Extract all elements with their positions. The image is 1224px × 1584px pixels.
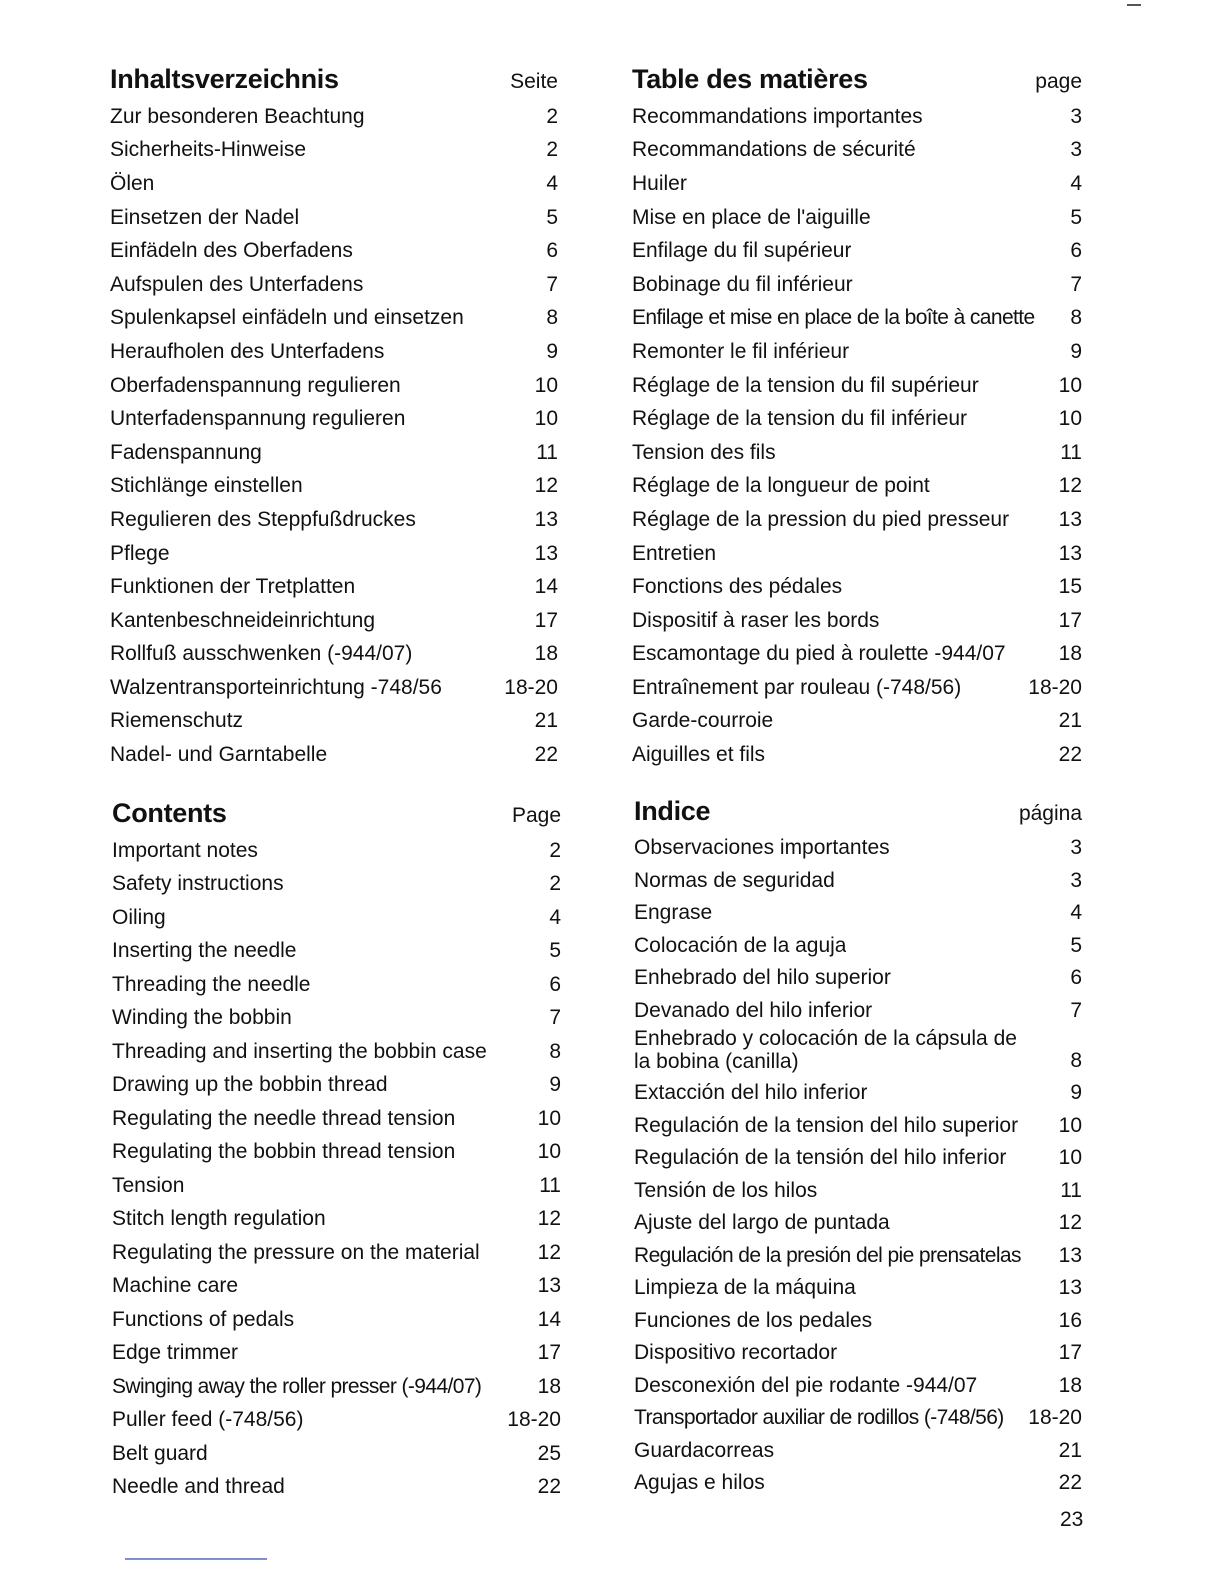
toc-spanish (634, 796, 1082, 1500)
toc-entry-label: Colocación de la aguja (634, 933, 847, 957)
toc-entry-page: 12 (534, 474, 558, 498)
toc-entry-page: 3 (1070, 104, 1082, 128)
toc-entry-label: Unterfadenspannung regulieren (110, 407, 406, 431)
toc-entry-page: 4 (549, 905, 561, 929)
toc-entry-label: Engrase (634, 901, 713, 925)
toc-entry-label: Regulación de la tension del hilo superior (634, 1113, 1019, 1137)
toc-entry (112, 1069, 561, 1103)
toc-entry (634, 1077, 1082, 1110)
toc-entry-page: 11 (539, 1173, 561, 1197)
toc-entry-page: 18 (1058, 642, 1082, 666)
toc-entry (634, 1175, 1082, 1208)
toc-entry (634, 1435, 1082, 1468)
toc-entry-page: 10 (1058, 1146, 1082, 1170)
toc-entry (110, 134, 558, 168)
toc-entry-page: 9 (549, 1073, 561, 1097)
toc-entry-page: 17 (1058, 1341, 1082, 1365)
toc-entry-page: 8 (1070, 1049, 1082, 1072)
toc-entry-label: Stitch length regulation (112, 1207, 326, 1231)
toc-entry-label: Puller feed (-748/56) (112, 1408, 304, 1432)
toc-entry-page: 12 (537, 1240, 561, 1264)
toc-title: Inhaltsverzeichnis (110, 64, 339, 94)
toc-entry-page: 12 (1058, 1211, 1082, 1235)
toc-entry-label: Regulating the pressure on the material (112, 1240, 480, 1264)
toc-entry-label: Spulenkapsel einfädeln und einsetzen (110, 306, 464, 330)
toc-entry-label: Oberfadenspannung regulieren (110, 373, 401, 397)
toc-entry (634, 1207, 1082, 1240)
toc-entry (110, 537, 558, 571)
toc-entry-page: 13 (1058, 507, 1082, 531)
toc-entry (112, 1370, 561, 1404)
toc-entry-label: Réglage de la tension du fil supérieur (632, 373, 979, 397)
toc-entry-page: 6 (546, 239, 558, 263)
toc-entry-page: 4 (1070, 901, 1082, 925)
toc-entry (634, 1272, 1082, 1305)
toc-entry (110, 638, 558, 672)
toc-entry-label: Recommandations importantes (632, 104, 923, 128)
toc-entry-page: 10 (534, 407, 558, 431)
toc-entry (112, 1270, 561, 1304)
toc-entry-label: Transportador auxiliar de rodillos (-748/56) (634, 1406, 1004, 1430)
toc-entry-page: 21 (534, 709, 558, 733)
toc-entry (632, 402, 1082, 436)
toc-entry (110, 335, 558, 369)
toc-entry-page: 10 (537, 1106, 561, 1130)
toc-entry (634, 962, 1082, 995)
toc-entry (112, 1437, 561, 1471)
toc-entry-page: 7 (1070, 998, 1082, 1022)
toc-entry (634, 1467, 1082, 1500)
toc-entry-page: 18 (534, 642, 558, 666)
toc-entry-label: Nadel- und Garntabelle (110, 743, 328, 767)
toc-entry-page: 8 (1070, 306, 1082, 330)
toc-entry-page: 8 (546, 306, 558, 330)
toc-entry (632, 671, 1082, 705)
toc-entry (632, 436, 1082, 470)
toc-entry-label: Enhebrado y colocación de la cápsula de la bobina (canilla) (634, 1027, 1017, 1073)
toc-entry-label: Entraînement par rouleau (-748/56) (632, 675, 962, 699)
toc-entry (110, 671, 558, 705)
toc-entry (634, 1337, 1082, 1370)
toc-title: Contents (112, 798, 227, 828)
toc-title: Indice (634, 796, 711, 826)
toc-entry (634, 1110, 1082, 1143)
toc-entry-label: Kantenbeschneideinrichtung (110, 608, 376, 632)
toc-entry-label: Heraufholen des Unterfadens (110, 339, 385, 363)
toc-entry-label: Aiguilles et fils (632, 743, 766, 767)
toc-entry-page: 18-20 (507, 1408, 561, 1432)
toc-entry (632, 167, 1082, 201)
toc-entry-page: 3 (1070, 836, 1082, 860)
toc-entry-page: 9 (1070, 1081, 1082, 1105)
toc-entry-label: Ajuste del largo de puntada (634, 1211, 890, 1235)
toc-header (634, 796, 1082, 832)
toc-entry-label: Guardacorreas (634, 1438, 775, 1462)
toc-entry-page: 4 (1070, 171, 1082, 195)
toc-entry (110, 302, 558, 336)
toc-entry (634, 995, 1082, 1028)
toc-entry (112, 1303, 561, 1337)
toc-entry (634, 832, 1082, 865)
toc-entry (632, 470, 1082, 504)
toc-entry-label: Aufspulen des Unterfadens (110, 272, 364, 296)
toc-entry (634, 865, 1082, 898)
toc-entry (112, 1471, 561, 1505)
toc-entry-label: Important notes (112, 838, 258, 862)
toc-entry-page: 9 (546, 339, 558, 363)
toc-entry-page: 17 (534, 608, 558, 632)
toc-entry-label: Tensión de los hilos (634, 1178, 818, 1202)
toc-entry (632, 369, 1082, 403)
toc-entry (632, 268, 1082, 302)
toc-entry (634, 1027, 1082, 1077)
toc-entry-page: 8 (549, 1039, 561, 1063)
toc-entry (634, 1370, 1082, 1403)
page-number: 23 (1060, 1508, 1084, 1531)
toc-entry-page: 3 (1070, 868, 1082, 892)
toc-entry-label: Ölen (110, 171, 155, 195)
toc-entry-label: Belt guard (112, 1441, 208, 1465)
toc-entry-label: Machine care (112, 1274, 239, 1298)
toc-entry (632, 201, 1082, 235)
toc-entry-page: 16 (1058, 1308, 1082, 1332)
toc-entry-page: 3 (1070, 138, 1082, 162)
toc-entry (112, 935, 561, 969)
toc-page-column-label: page (1035, 70, 1082, 93)
toc-entry (632, 100, 1082, 134)
toc-header (110, 64, 558, 100)
toc-entry-label: Mise en place de l'aiguille (632, 205, 871, 229)
toc-entry-page: 22 (534, 743, 558, 767)
toc-entry-page: 22 (537, 1475, 561, 1499)
toc-entry-page: 2 (549, 838, 561, 862)
toc-entry (110, 570, 558, 604)
toc-entry-label: Recommandations de sécurité (632, 138, 916, 162)
toc-entry (632, 638, 1082, 672)
toc-entry (110, 402, 558, 436)
toc-entry-page: 5 (546, 205, 558, 229)
toc-entry-page: 7 (549, 1006, 561, 1030)
toc-page-column-label: Page (511, 804, 561, 827)
toc-entry-page: 7 (1070, 272, 1082, 296)
toc-entry-label: Swinging away the roller presser (-944/07) (112, 1374, 482, 1398)
toc-entry-page: 11 (1060, 1178, 1082, 1202)
toc-entry-page: 2 (546, 138, 558, 162)
toc-entry-page: 22 (1058, 1471, 1082, 1495)
toc-entry-page: 10 (537, 1140, 561, 1164)
toc-entry-label: Drawing up the bobbin thread (112, 1073, 388, 1097)
toc-entry-page: 14 (537, 1307, 561, 1331)
toc-entry-page: 13 (534, 541, 558, 565)
toc-entry-page: 13 (1058, 1243, 1082, 1267)
toc-entry (632, 570, 1082, 604)
toc-entries (634, 832, 1082, 1500)
toc-entry (632, 705, 1082, 739)
toc-entry (632, 604, 1082, 638)
toc-entry-page: 4 (546, 171, 558, 195)
toc-entry-label: Edge trimmer (112, 1341, 239, 1365)
toc-entry-page: 17 (537, 1341, 561, 1365)
toc-entry-label: Dispositivo recortador (634, 1341, 838, 1365)
toc-entry-label: Agujas e hilos (634, 1471, 765, 1495)
toc-entry (112, 1035, 561, 1069)
toc-page-column-label: Seite (510, 70, 558, 93)
toc-entries (112, 834, 561, 1504)
toc-entry-label: Entretien (632, 541, 717, 565)
toc-entry-label: Remonter le fil inférieur (632, 339, 850, 363)
toc-entry-page: 13 (1058, 541, 1082, 565)
toc-entry (634, 897, 1082, 930)
toc-french (632, 64, 1082, 772)
toc-entry-label: Réglage de la longueur de point (632, 474, 930, 498)
toc-entry (632, 503, 1082, 537)
toc-entry-label: Zur besonderen Beachtung (110, 104, 365, 128)
toc-entry (112, 868, 561, 902)
toc-entry-page: 5 (1070, 933, 1082, 957)
toc-entry (632, 134, 1082, 168)
toc-entry (112, 834, 561, 868)
toc-entry-page: 18-20 (1028, 675, 1082, 699)
toc-entry-label: Enhebrado del hilo superior (634, 966, 891, 990)
toc-entry (110, 201, 558, 235)
toc-entry (110, 167, 558, 201)
toc-entry-page: 18-20 (1028, 1406, 1082, 1430)
toc-entry-label: Stichlänge einstellen (110, 474, 303, 498)
toc-german (110, 64, 558, 772)
toc-entry-page: 13 (537, 1274, 561, 1298)
toc-entry-page: 2 (549, 872, 561, 896)
toc-entry-label: Threading and inserting the bobbin case (112, 1039, 487, 1063)
toc-entry-label: Regulating the bobbin thread tension (112, 1140, 456, 1164)
toc-entry (110, 738, 558, 772)
toc-entry-page: 18 (1058, 1373, 1082, 1397)
toc-title: Table des matières (632, 64, 868, 94)
toc-entry-page: 11 (1060, 440, 1082, 464)
toc-entry (110, 604, 558, 638)
toc-entry-page: 21 (1058, 709, 1082, 733)
toc-entry-label: Inserting the needle (112, 939, 297, 963)
bottom-rule (125, 1558, 267, 1560)
toc-entry-page: 10 (1058, 1113, 1082, 1137)
toc-entry-label: Bobinage du fil inférieur (632, 272, 853, 296)
toc-entry (634, 1142, 1082, 1175)
toc-entry (110, 503, 558, 537)
toc-header (632, 64, 1082, 100)
toc-entry (110, 470, 558, 504)
toc-entry (634, 1402, 1082, 1435)
toc-entry-page: 12 (1058, 474, 1082, 498)
toc-entry (112, 1102, 561, 1136)
toc-entry-page: 10 (1058, 407, 1082, 431)
toc-entry (112, 968, 561, 1002)
toc-entry-page: 22 (1058, 743, 1082, 767)
toc-entry-label: Threading the needle (112, 972, 311, 996)
toc-entry (110, 268, 558, 302)
toc-entry (112, 1337, 561, 1371)
toc-entries (110, 100, 558, 772)
toc-entry-page: 17 (1058, 608, 1082, 632)
toc-entry-page: 11 (536, 440, 558, 464)
toc-entry (632, 738, 1082, 772)
toc-entry-page: 12 (537, 1207, 561, 1231)
toc-entry (112, 1136, 561, 1170)
toc-entry-label: Enfilage et mise en place de la boîte à canette (632, 306, 1035, 330)
toc-entry-page: 10 (534, 373, 558, 397)
toc-entry-page: 25 (537, 1441, 561, 1465)
toc-entry-label: Funciones de los pedales (634, 1308, 873, 1332)
toc-entry-label: Desconexión del pie rodante -944/07 (634, 1373, 978, 1397)
toc-entry-label: Limpieza de la máquina (634, 1276, 856, 1300)
toc-entry-label: Extacción del hilo inferior (634, 1081, 868, 1105)
toc-entry-page: 18 (537, 1374, 561, 1398)
toc-entry-page: 5 (549, 939, 561, 963)
toc-page-column-label: página (1018, 802, 1082, 825)
toc-entry (632, 234, 1082, 268)
toc-entries (632, 100, 1082, 772)
toc-entry (110, 436, 558, 470)
toc-entry (112, 1002, 561, 1036)
toc-entry-label: Fadenspannung (110, 440, 262, 464)
toc-entry-page: 15 (1058, 575, 1082, 599)
toc-entry-label: Garde-courroie (632, 709, 774, 733)
toc-header (112, 798, 561, 834)
toc-entry-label: Normas de seguridad (634, 868, 835, 892)
toc-entry (112, 1404, 561, 1438)
corner-mark (1127, 4, 1141, 6)
toc-entry-page: 9 (1070, 339, 1082, 363)
toc-entry-label: Tension (112, 1173, 185, 1197)
toc-entry-label: Needle and thread (112, 1475, 285, 1499)
toc-entry-label: Einsetzen der Nadel (110, 205, 300, 229)
toc-entry-label: Tension des fils (632, 440, 776, 464)
toc-entry-label: Réglage de la pression du pied presseur (632, 507, 1010, 531)
toc-entry (634, 1240, 1082, 1273)
toc-entry (632, 537, 1082, 571)
toc-entry-label: Enfilage du fil supérieur (632, 239, 852, 263)
toc-entry-label: Pflege (110, 541, 170, 565)
toc-entry-label: Escamontage du pied à roulette -944/07 (632, 642, 1006, 666)
toc-entry (110, 705, 558, 739)
toc-entry (110, 369, 558, 403)
toc-entry-label: Fonctions des pédales (632, 575, 843, 599)
toc-entry-page: 14 (534, 575, 558, 599)
toc-entry (112, 1203, 561, 1237)
toc-entry-label: Functions of pedals (112, 1307, 295, 1331)
toc-entry-label: Rollfuß ausschwenken (-944/07) (110, 642, 413, 666)
toc-entry-label: Einfädeln des Oberfadens (110, 239, 353, 263)
toc-entry (110, 234, 558, 268)
toc-entry-label: Safety instructions (112, 872, 284, 896)
toc-entry-page: 2 (546, 104, 558, 128)
toc-entry-page: 18-20 (504, 675, 558, 699)
toc-entry-label: Funktionen der Tretplatten (110, 575, 356, 599)
toc-entry-label: Huiler (632, 171, 687, 195)
toc-entry-page: 21 (1058, 1438, 1082, 1462)
toc-entry (112, 1236, 561, 1270)
toc-entry (632, 302, 1082, 336)
toc-entry-page: 13 (1058, 1276, 1082, 1300)
toc-entry (632, 335, 1082, 369)
toc-entry-label: Oiling (112, 905, 166, 929)
toc-entry (634, 930, 1082, 963)
toc-entry-page: 13 (534, 507, 558, 531)
toc-entry (110, 100, 558, 134)
toc-entry-page: 6 (549, 972, 561, 996)
toc-entry-label: Riemenschutz (110, 709, 244, 733)
toc-entry-label: Regulación de la tensión del hilo inferior (634, 1146, 1007, 1170)
toc-entry-label: Sicherheits-Hinweise (110, 138, 307, 162)
toc-entry-label: Walzentransporteinrichtung -748/56 (110, 675, 442, 699)
toc-entry-page: 7 (546, 272, 558, 296)
toc-entry-label: Devanado del hilo inferior (634, 998, 873, 1022)
toc-entry-label: Regulieren des Steppfußdruckes (110, 507, 416, 531)
toc-entry (112, 901, 561, 935)
toc-entry-page: 10 (1058, 373, 1082, 397)
toc-english (112, 798, 561, 1504)
toc-entry-label: Regulación de la presión del pie prensatelas (634, 1243, 1021, 1267)
toc-entry-label: Dispositif à raser les bords (632, 608, 880, 632)
toc-entry-page: 6 (1070, 239, 1082, 263)
toc-entry-label: Regulating the needle thread tension (112, 1106, 456, 1130)
toc-entry (634, 1305, 1082, 1338)
toc-entry (112, 1169, 561, 1203)
toc-entry-label: Winding the bobbin (112, 1006, 292, 1030)
toc-entry-page: 6 (1070, 966, 1082, 990)
toc-entry-label: Réglage de la tension du fil inférieur (632, 407, 968, 431)
toc-entry-label: Observaciones importantes (634, 836, 890, 860)
toc-entry-page: 5 (1070, 205, 1082, 229)
